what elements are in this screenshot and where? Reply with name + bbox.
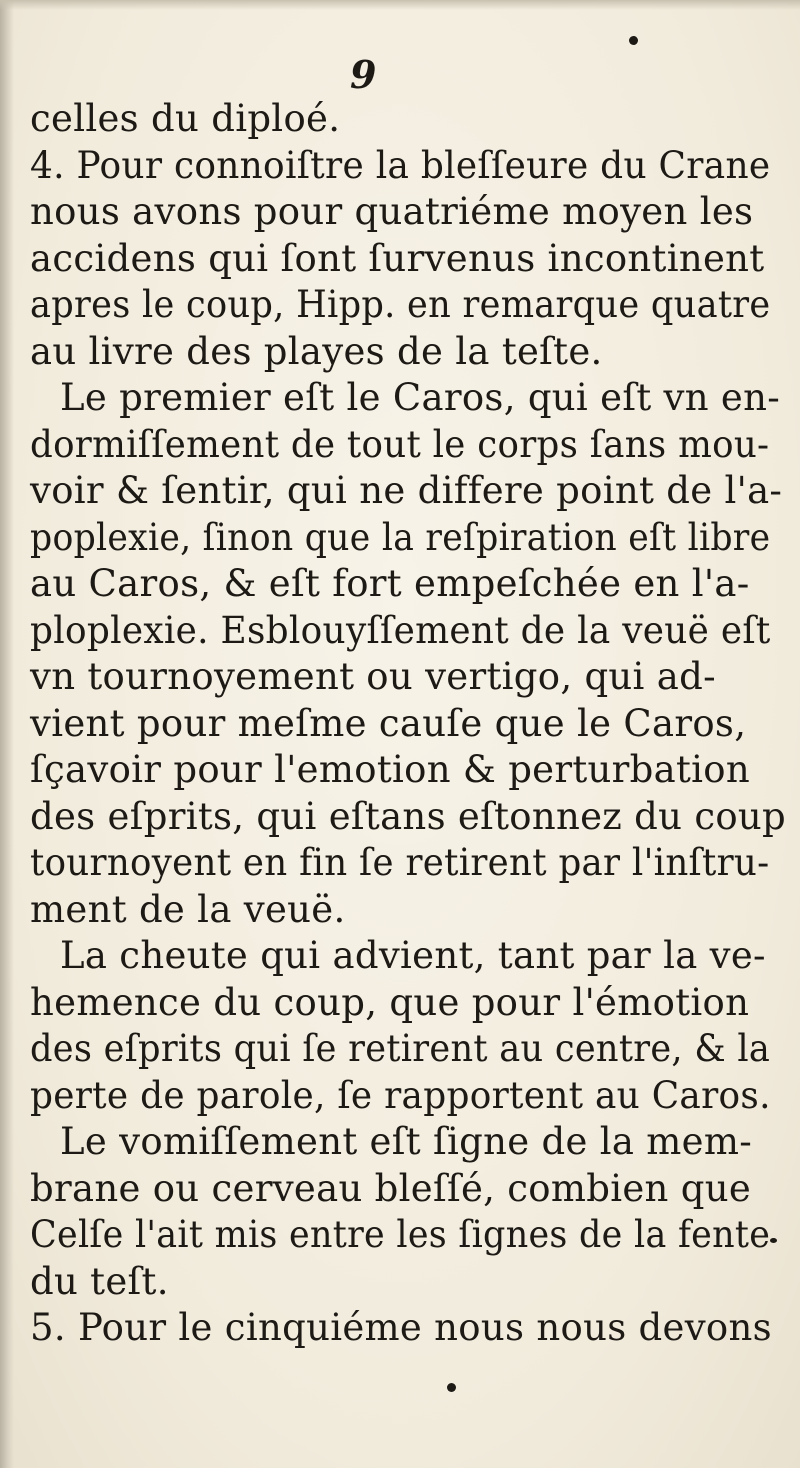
text-line: des eſprits qui ſe retirent au centre, & la: [30, 1027, 771, 1070]
text-line: du teſt.: [30, 1259, 169, 1303]
text-line: Le premier eſt le Caros, qui eſt vn en-: [60, 376, 781, 419]
text-line: accidens qui ſont ſurvenus incontinent: [30, 236, 765, 280]
page-binding-edge: [0, 0, 14, 1468]
text-line: apres le coup, Hipp. en remarque quatre: [30, 283, 771, 326]
text-line: Celſe l'ait mis entre les ſignes de la fente: [30, 1213, 771, 1256]
text-line: celles du diploé.: [30, 97, 341, 140]
text-line: Le vomiſſement eſt ſigne de la mem-: [60, 1120, 753, 1163]
text-line: vient pour meſme cauſe que le Caros,: [30, 701, 747, 745]
text-line: ſçavoir pour l'emotion & perturbation: [30, 748, 751, 791]
text-line: vn tournoyement ou vertigo, qui ad-: [30, 655, 716, 698]
text-line: ment de la veuë.: [30, 887, 346, 931]
page-number: 9: [350, 52, 377, 97]
body-text: [30, 96, 787, 1352]
text-line: tournoyent en fin ſe retirent par l'inſtru-: [30, 841, 770, 884]
ink-speck: [629, 36, 638, 45]
text-line: 5. Pour le cinquiéme nous nous devons: [30, 1306, 772, 1349]
text-line: au livre des playes de la teſte.: [30, 329, 603, 373]
text-line: 4. Pour connoiſtre la bleſſeure du Crane: [30, 143, 771, 187]
text-line: au Caros, & eſt fort empeſchée en l'a-: [30, 562, 750, 605]
text-line: ploplexie. Esblouyſſement de la veuë eſt: [30, 608, 771, 652]
ink-speck: [447, 1383, 456, 1392]
text-line: des eſprits, qui eſtans eſtonnez du coup: [30, 794, 787, 838]
page-top-edge: [0, 0, 800, 10]
text-line: hemence du coup, que pour l'émotion: [30, 980, 750, 1024]
ink-speck: [770, 1238, 777, 1243]
text-line: dormiſſement de tout le corps ſans mou-: [30, 422, 770, 466]
text-line: La cheute qui advient, tant par la ve-: [60, 934, 766, 977]
text-line: perte de parole, ſe rapportent au Caros.: [30, 1073, 771, 1117]
text-line: voir & ſentir, qui ne differe point de l'a-: [30, 469, 783, 512]
text-line: brane ou cerveau bleſſé, combien que: [30, 1166, 752, 1210]
text-line: poplexie, ſinon que la reſpiration eſt libre: [30, 515, 771, 559]
text-line: nous avons pour quatriéme moyen les: [30, 190, 754, 233]
